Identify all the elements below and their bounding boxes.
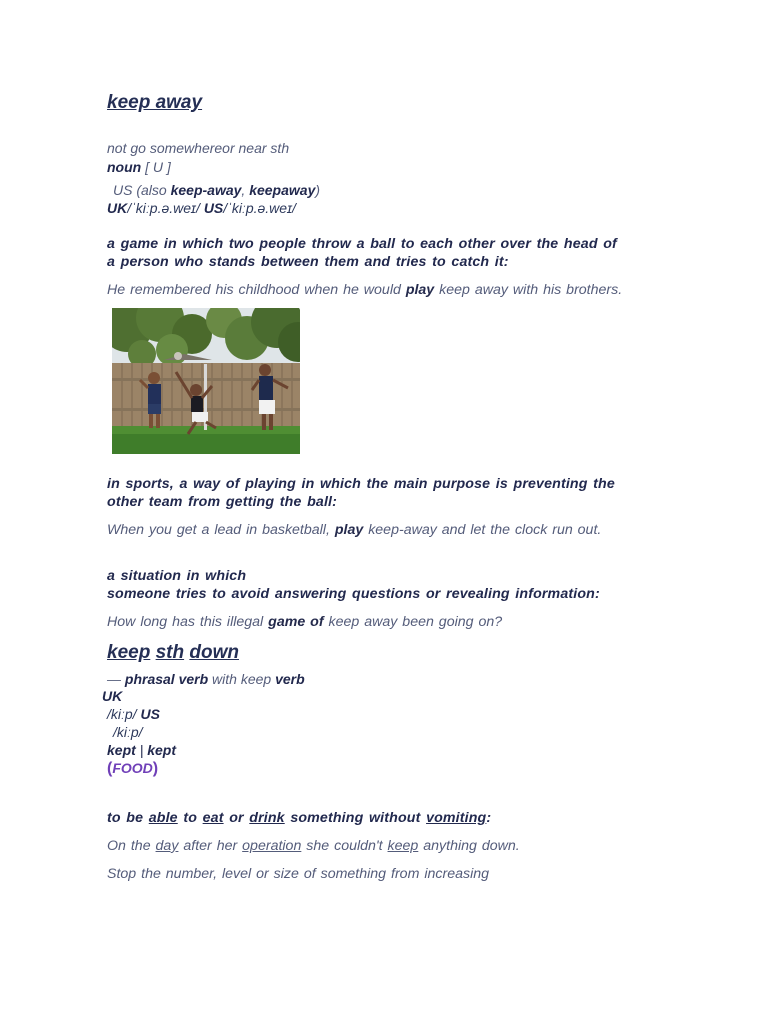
headword-keep[interactable]: keep [107,642,151,663]
definition-2-line-2: other team from getting the ball: [107,494,338,510]
headword-sth[interactable]: sth [155,642,185,663]
def-w5: or [229,810,244,826]
example-3 [107,614,502,630]
food-label [107,760,158,778]
ex-link-day[interactable]: day [155,838,179,854]
region-label: US [113,182,133,198]
def-w7: something without [290,810,421,826]
form-sep: | [139,742,144,758]
definition-3-line-2: someone tries to avoid answering questions or revealing information: [107,586,600,602]
example-2-pre: When you get a lead in basketball, [107,522,330,538]
with-label: with [212,671,237,687]
keep-link[interactable]: keep [240,671,272,687]
ex-link-operation[interactable]: operation [242,838,302,854]
headword-down[interactable]: down [189,642,239,663]
form-past: kept [107,742,136,758]
verb-label: verb [275,671,305,687]
us-label-2: US [140,706,160,722]
variant-close: ) [315,182,321,198]
uk-label: UK [107,200,128,216]
phrasal-verb-line [107,671,305,687]
ex-w1: On the [107,838,151,854]
def-link-drink[interactable]: drink [249,810,285,826]
definition-3-line-1: a situation in which [107,568,247,584]
variants-line [113,182,320,198]
def-link-vomiting[interactable]: vomiting [426,810,487,826]
ex-link-keep[interactable]: keep [387,838,419,854]
example-3-post: keep away been going on? [328,614,503,630]
definition-2-line-1: in sports, a way of playing in which the main purpose is preventing the [107,476,615,492]
uk-ipa: /ˈkiːp.ə.weɪ/ [127,200,200,216]
form-past-participle: kept [147,742,177,758]
pos-line [107,159,171,175]
definition-1-line-2: a person who stands between them and tries to catch it: [107,254,509,270]
us-ipa: /ˈkiːp.ə.weɪ/ [223,200,296,216]
variant-keepaway: keepaway [249,182,316,198]
grammar-code: [ U ] [145,159,171,175]
ex-w5: she couldn't [306,838,383,854]
headword-keep-away[interactable]: keep away [107,92,203,113]
dash: — [107,671,121,687]
example-2 [107,522,601,538]
verb-forms [107,742,176,758]
uk-pron-line [107,706,160,722]
example-2-post: keep-away and let the clock run out. [368,522,602,538]
def-link-able[interactable]: able [148,810,178,826]
def-link-eat[interactable]: eat [202,810,224,826]
def-colon: : [486,810,492,826]
example-3-pre: How long has this illegal [107,614,264,630]
headword-keep-sth-down[interactable] [107,642,239,664]
food-open: ( [107,760,113,777]
example-1-pre: He remembered his childhood when he would [107,282,401,298]
example-3-bold: game of [268,614,324,630]
phrasal-verb-label: phrasal verb [124,671,209,687]
def-w3: to [183,810,198,826]
food-text: FOOD [112,760,153,776]
uk-ipa-2: /kiːp/ [107,706,137,722]
also-label: (also [136,182,167,198]
us-label: US [203,200,224,216]
example-1-bold: play [405,282,435,298]
def-w1: to be [107,810,144,826]
pos-label: noun [107,159,142,175]
example-1 [107,282,622,298]
us-ipa-2: /kiːp/ [113,724,143,740]
definition-1-line-1: a game in which two people throw a ball to each other over the head of [107,236,617,252]
uk-label-2: UK [102,688,123,704]
food-close: ) [152,760,159,777]
example-2-bold: play [334,522,364,538]
example-keep-down [107,838,520,854]
definition-keep-down [107,810,491,826]
ex-w7: anything down. [423,838,520,854]
keep-away-photo [112,308,300,454]
variant-comma: , [241,182,246,198]
gloss: not go somewhereor near sth [107,140,290,156]
ex-w3: after her [183,838,238,854]
extra-definition: Stop the number, level or size of something from increasing [107,866,490,882]
pronunciation-line [107,200,296,216]
example-1-post: keep away with his brothers. [439,282,623,298]
variant-keep-away: keep-away [170,182,242,198]
